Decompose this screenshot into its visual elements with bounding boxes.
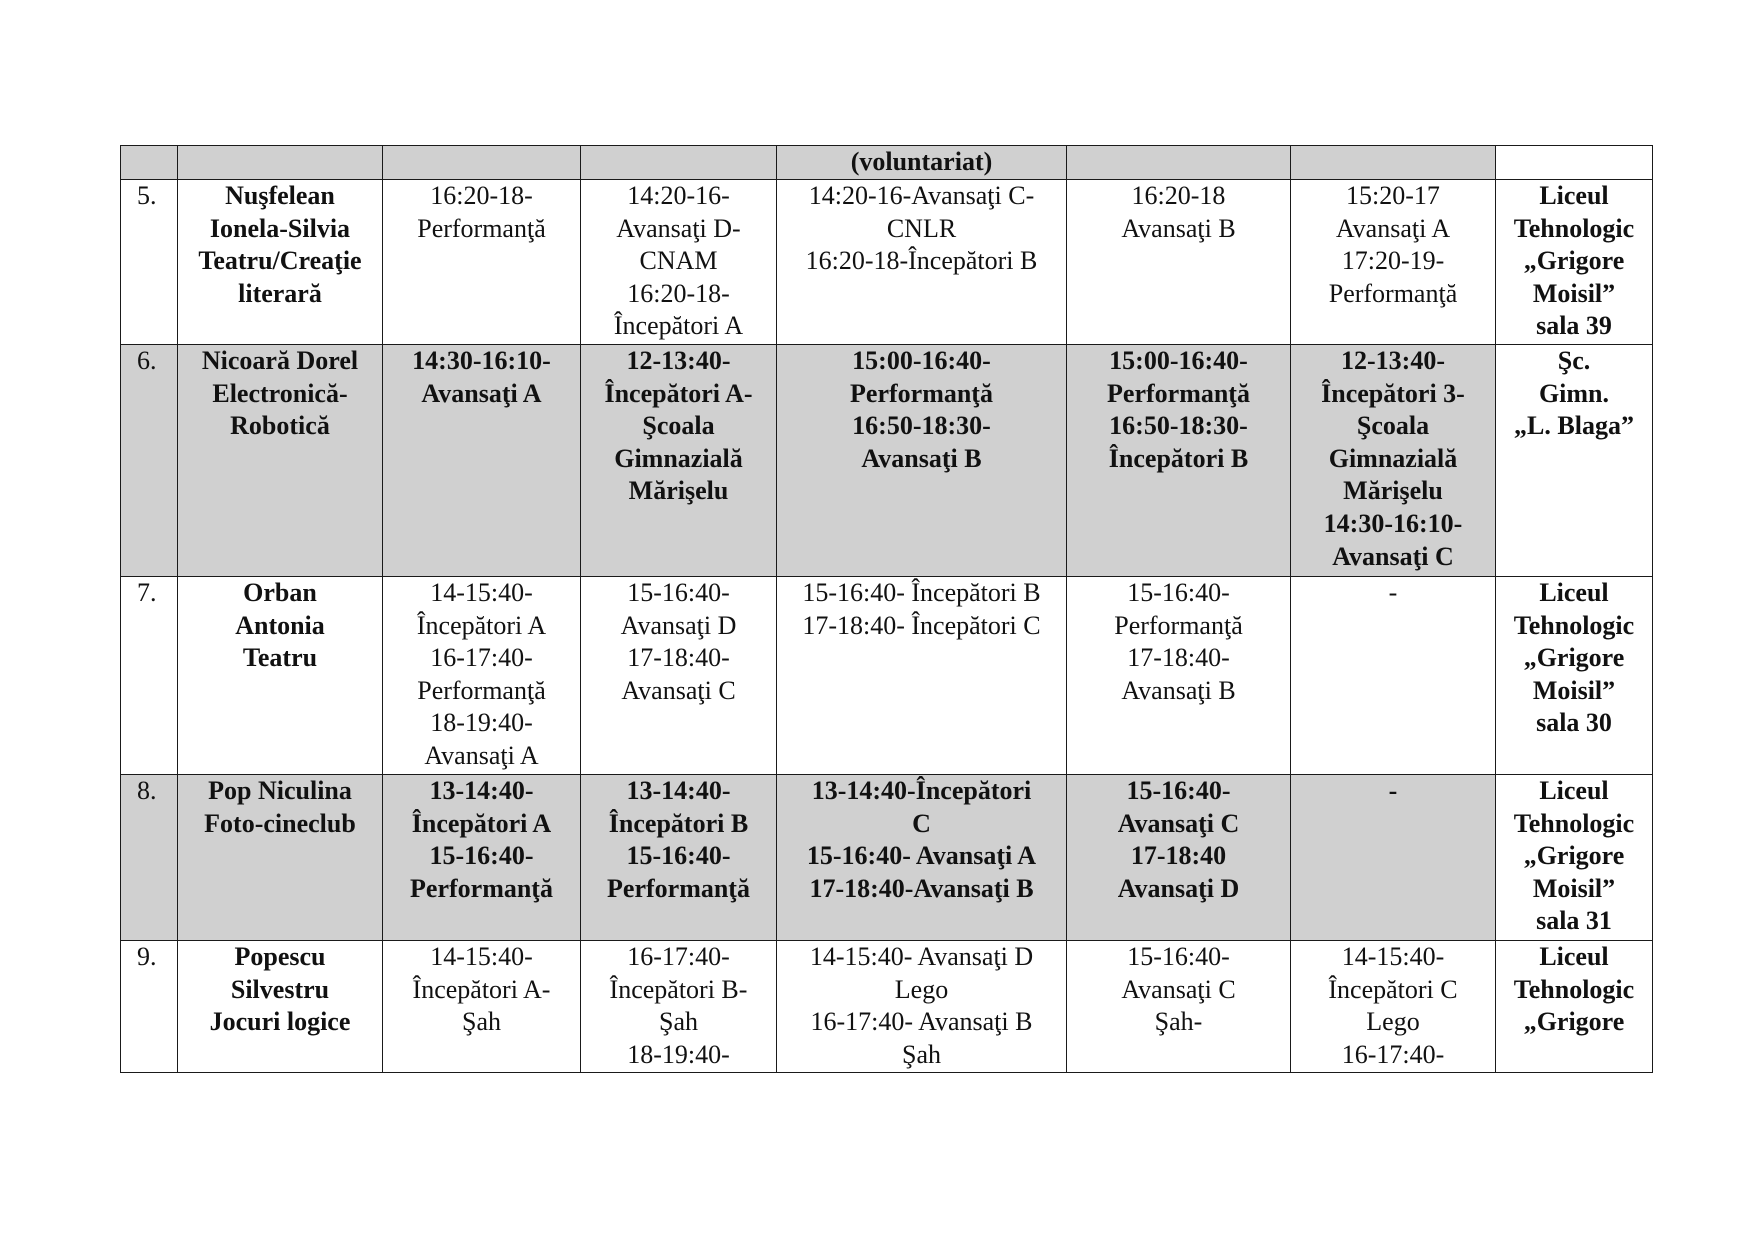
thursday-cell: 16:20-18 Avansaţi B [1067, 180, 1291, 345]
tuesday-cell: 15-16:40- Avansaţi D 17-18:40- Avansaţi C [581, 577, 777, 775]
friday-cell: 15:20-17 Avansaţi A 17:20-19- Performanţă [1291, 180, 1496, 345]
teacher-cell: Orban Antonia Teatru [178, 577, 383, 775]
thursday-cell: 15:00-16:40- Performanţă 16:50-18:30- Începători B [1067, 345, 1291, 577]
thursday-cell: 15-16:40- Avansaţi C 17-18:40 Avansaţi D [1067, 775, 1291, 941]
schedule-table [120, 145, 1653, 1073]
location-cell: Liceul Tehnologic „Grigore Moisil” sala 31 [1496, 775, 1653, 941]
monday-cell: 14-15:40- Începători A- Şah [383, 941, 581, 1073]
location-cell: Liceul Tehnologic „Grigore [1496, 941, 1653, 1073]
teacher-cell: Pop Niculina Foto-cineclub [178, 775, 383, 941]
location-cell: Liceul Tehnologic „Grigore Moisil” sala 30 [1496, 577, 1653, 775]
teacher-cell: Nicoară Dorel Electronică- Robotică [178, 345, 383, 577]
wednesday-cell: 14:20-16-Avansaţi C- CNLR 16:20-18-Începători B [777, 180, 1067, 345]
tuesday-cell: 14:20-16- Avansaţi D- CNAM 16:20-18- Începători A [581, 180, 777, 345]
table-row [121, 941, 1653, 1073]
teacher-cell [178, 146, 383, 180]
wednesday-cell: 15-16:40- Începători B 17-18:40- Începători C [777, 577, 1067, 775]
teacher-cell: Nuşfelean Ionela-Silvia Teatru/Creaţie literară [178, 180, 383, 345]
tuesday-cell: 12-13:40- Începători A- Şcoala Gimnazială Mărişelu [581, 345, 777, 577]
continuation-row [121, 146, 1653, 180]
nr-cell: 7. [121, 577, 178, 775]
teacher-cell: Popescu Silvestru Jocuri logice [178, 941, 383, 1073]
monday-cell [383, 146, 581, 180]
table-row [121, 345, 1653, 577]
monday-cell: 13-14:40- Începători A 15-16:40- Performanţă [383, 775, 581, 941]
wednesday-cell: 15:00-16:40- Performanţă 16:50-18:30- Avansaţi B [777, 345, 1067, 577]
tuesday-cell [581, 146, 777, 180]
location-cell: Liceul Tehnologic „Grigore Moisil” sala 39 [1496, 180, 1653, 345]
wednesday-cell: (voluntariat) [777, 146, 1067, 180]
nr-cell: 5. [121, 180, 178, 345]
nr-cell: 6. [121, 345, 178, 577]
location-cell: Şc. Gimn. „L. Blaga” [1496, 345, 1653, 577]
friday-cell [1291, 146, 1496, 180]
nr-cell: 8. [121, 775, 178, 941]
wednesday-cell: 13-14:40-Începători C 15-16:40- Avansaţi A 17-18:40-Avansaţi B [777, 775, 1067, 941]
tuesday-cell: 13-14:40- Începători B 15-16:40- Performanţă [581, 775, 777, 941]
table-row [121, 775, 1653, 941]
tuesday-cell: 16-17:40- Începători B- Şah 18-19:40- [581, 941, 777, 1073]
monday-cell: 14-15:40- Începători A 16-17:40- Performanţă 18-19:40- Avansaţi A [383, 577, 581, 775]
nr-cell: 9. [121, 941, 178, 1073]
table-row [121, 577, 1653, 775]
friday-cell: - [1291, 775, 1496, 941]
friday-cell: 12-13:40- Începători 3- Şcoala Gimnazială Mărişelu 14:30-16:10- Avansaţi C [1291, 345, 1496, 577]
monday-cell: 14:30-16:10- Avansaţi A [383, 345, 581, 577]
thursday-cell: 15-16:40- Performanţă 17-18:40- Avansaţi B [1067, 577, 1291, 775]
nr-cell [121, 146, 178, 180]
monday-cell: 16:20-18- Performanţă [383, 180, 581, 345]
thursday-cell: 15-16:40- Avansaţi C Şah- [1067, 941, 1291, 1073]
friday-cell: 14-15:40- Începători C Lego 16-17:40- [1291, 941, 1496, 1073]
thursday-cell [1067, 146, 1291, 180]
table-row [121, 180, 1653, 345]
wednesday-cell: 14-15:40- Avansaţi D Lego 16-17:40- Avansaţi B Şah [777, 941, 1067, 1073]
location-cell [1496, 146, 1653, 180]
friday-cell: - [1291, 577, 1496, 775]
